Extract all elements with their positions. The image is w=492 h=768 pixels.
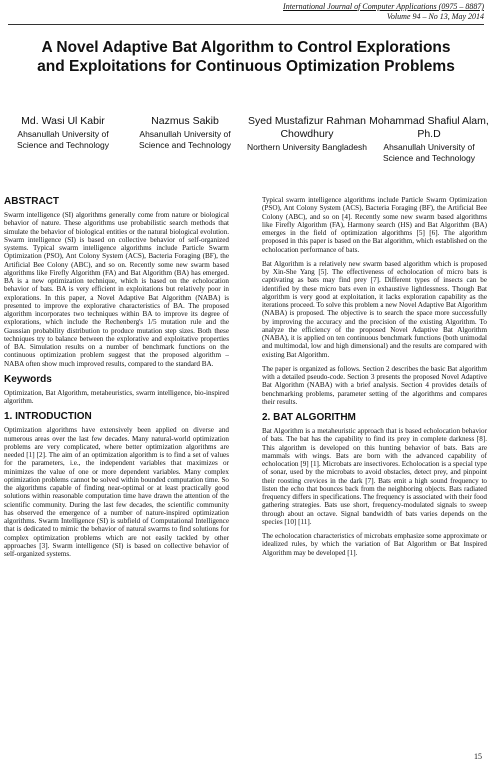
paper-title [6, 38, 486, 76]
body-paragraph: Bat Algorithm is a relatively new swarm based algorithm which is proposed by Xin-She Yang [5]. The effectiveness of echolocation of micro bats is captivating as bats may find prey [7]. Different types of insects can be identified by these micro bats even in exhaustive lightlessness. Though Bat algorithm is very good at exploitation, it lacks exploration capability as the iterations proceed. To solve this problem a new Novel Adaptive Bat Algorithm (NABA) is proposed. The objective is to search the space more successfully by improving the accuracy and the precision of the existing Algorithm. To analyze the efficiency of the proposed Novel Adaptive Bat Algorithm (NABA), it is applied on ten continuous benchmark functions (both unimodal and multimodal, low and high dimensional) and the results are compared with existing Bat Algorithm. [262, 259, 487, 359]
title-line-1: A Novel Adaptive Bat Algorithm to Control Explorations [41, 39, 451, 56]
body-paragraph: The paper is organized as follows. Section 2 describes the basic Bat algorithm with a detailed pseudo-code. Section 3 presents the proposed Novel Adaptive Bat Algorithm (NABA) with a brief analysis. Section 4 provides details of benchmarking problems, parameter setting of the algorithms and compares their results. [262, 364, 487, 406]
journal-name: International Journal of Computer Applications (0975 – 8887) [283, 2, 484, 11]
author-name: Syed Mustafizur Rahman Chowdhury [248, 115, 366, 140]
author-affiliation: Ahsanullah University of Science and Technology [17, 129, 109, 150]
body-paragraph: Typical swarm intelligence algorithms include Particle Swarm Optimization (PSO), Ant Colony System (ACS), Bacteria Foraging (BF), the Artificial Bee Colony (ABC), and so on [4]. Recently some new swarm based algorithms like Firefly Algorithm (FA), Harmony search (HS) and Bat Algorithm (BA) emerges in the field of optimization algorithms [5] [6]. The algorithm proposed in this paper is based on the Bat algorithm, which established on the echolocation performance of bats. [262, 196, 487, 254]
author-affiliation: Ahsanullah University of Science and Technology [139, 129, 231, 150]
bat-algorithm-text-2: The echolocation characteristics of microbats emphasize some approximate or idealized rules, by which the variation of Bat Algorithm or Bat Inspired Algorithm may be developed [1]. [262, 532, 487, 557]
author-affiliation: Ahsanullah University of Science and Technology [383, 142, 475, 163]
journal-volume: Volume 94 – No 13, May 2014 [386, 12, 484, 21]
header-rule [8, 24, 484, 25]
author-block [368, 115, 490, 164]
author-affiliation: Northern University Bangladesh [246, 142, 367, 152]
author-block [2, 115, 124, 164]
abstract-text: Swarm intelligence (SI) algorithms generally come from nature or biological behavior of nature. These algorithms use probabilistic search methods that simulate the behavior of biological entities or the natural biological evolution. Swarm intelligence (SI) is based on collective behavior of self-organized systems. Typical swarm intelligence algorithms include Particle Swarm Optimization (PSO), Ant Colony System (ACS), Bacteria Foraging (BF), the Artificial Bee Colony (ABC), and so on. Recently some new swarm based algorithms like Firefly Algorithm (FA) and Bat Algorithm (BA) has emerged. BA is a new optimization technique, which is based on the echolocation behavior of bats. BA is very efficient in exploitations but relatively poor in explorations. In this paper, a Novel Adaptive Bat Algorithm (NABA) is presented to improve the explorative characteristics of BA. The proposed algorithm incorporates two techniques within BA to improve its degree of explorations, which include the Rechenberg's 1/5 mutation rule and the Gaussian probability distribution to produce mutation step sizes. Both these techniques try to balance between the explorative and exploitative properties of BA. Simulation results on a number of benchmark functions on the continuous optimization problem suggest that the proposed algorithm – NABA often show much improved results, compared to the standard BA. [4, 211, 229, 368]
page-number: 15 [474, 752, 482, 761]
right-column [262, 196, 487, 563]
author-block [246, 115, 368, 164]
author-name: Mohammad Shafiul Alam, Ph.D [369, 115, 489, 140]
keywords-heading: Keywords [4, 373, 52, 385]
title-line-2: and Exploitations for Continuous Optimization Problems [37, 58, 455, 75]
abstract-heading: ABSTRACT [4, 196, 59, 207]
journal-header [283, 2, 484, 22]
author-name: Nazmus Sakib [151, 115, 219, 127]
left-column [4, 196, 229, 564]
introduction-heading: 1. INTRODUCTION [4, 411, 92, 423]
author-name: Md. Wasi Ul Kabir [21, 115, 105, 127]
bat-algorithm-heading: 2. BAT ALGORITHM [262, 412, 356, 423]
keywords-text: Optimization, Bat Algorithm, metaheuristics, swarm intelligence, bio-inspired algorithm. [4, 388, 229, 405]
author-block [124, 115, 246, 164]
introduction-text: Optimization algorithms have extensively been applied on diverse and numerous areas over the last few decades. Many natural-world optimization problems are very complicated, where better optimization algorithms are needed [1] [2]. The aim of an optimization algorithm is to find a set of values for the parameters, i.e., the independent variables that maximizes or minimizes the value of one or more dependent variables. Many complex optimization problems cannot be solved within bounded computation time. So the algorithms capable of finding near-optimal or at least practically good solutions within reasonable computation time have drawn the attention of the scientific community. During the last few decades, the scientific community has observed the emergence of a number of nature-inspired optimization algorithms. Swarm Intelligence (SI) is subfield of Computational Intelligence that is dedicated to mimic the behavior of natural swarms to find solutions for complex optimization problems which are not easily tackled by other approaches [3]. Swarm intelligence (SI) is based on collective behavior of self-organized systems. [4, 426, 229, 558]
bat-algorithm-text: Bat Algorithm is a metaheuristic approach that is based echolocation behavior of bats. The bat has the capability to find its prey in complete darkness [8]. This algorithm is developed on this hunting behavior of bats. Bats are mammals with wings. Bats are born with the advanced capability of echolocation [9] [1]. Microbats are insectivores. Echolocation is a special type of sonar, used by the microbats to avoid obstacles, detect prey, and pinpoint their roosting crevices in the dark [7]. Bats emit a high sound frequency to listen the echo that bounces back from the neighboring objects. Bats radiated frequency differs in specifications. The frequency is associated with their food gathering strategies. Bats use short, frequency-modulated signals to sweep through about an octave. Signal bandwidth of bats varies depends on the species [10] [11]. [262, 427, 487, 526]
author-list [2, 115, 490, 164]
